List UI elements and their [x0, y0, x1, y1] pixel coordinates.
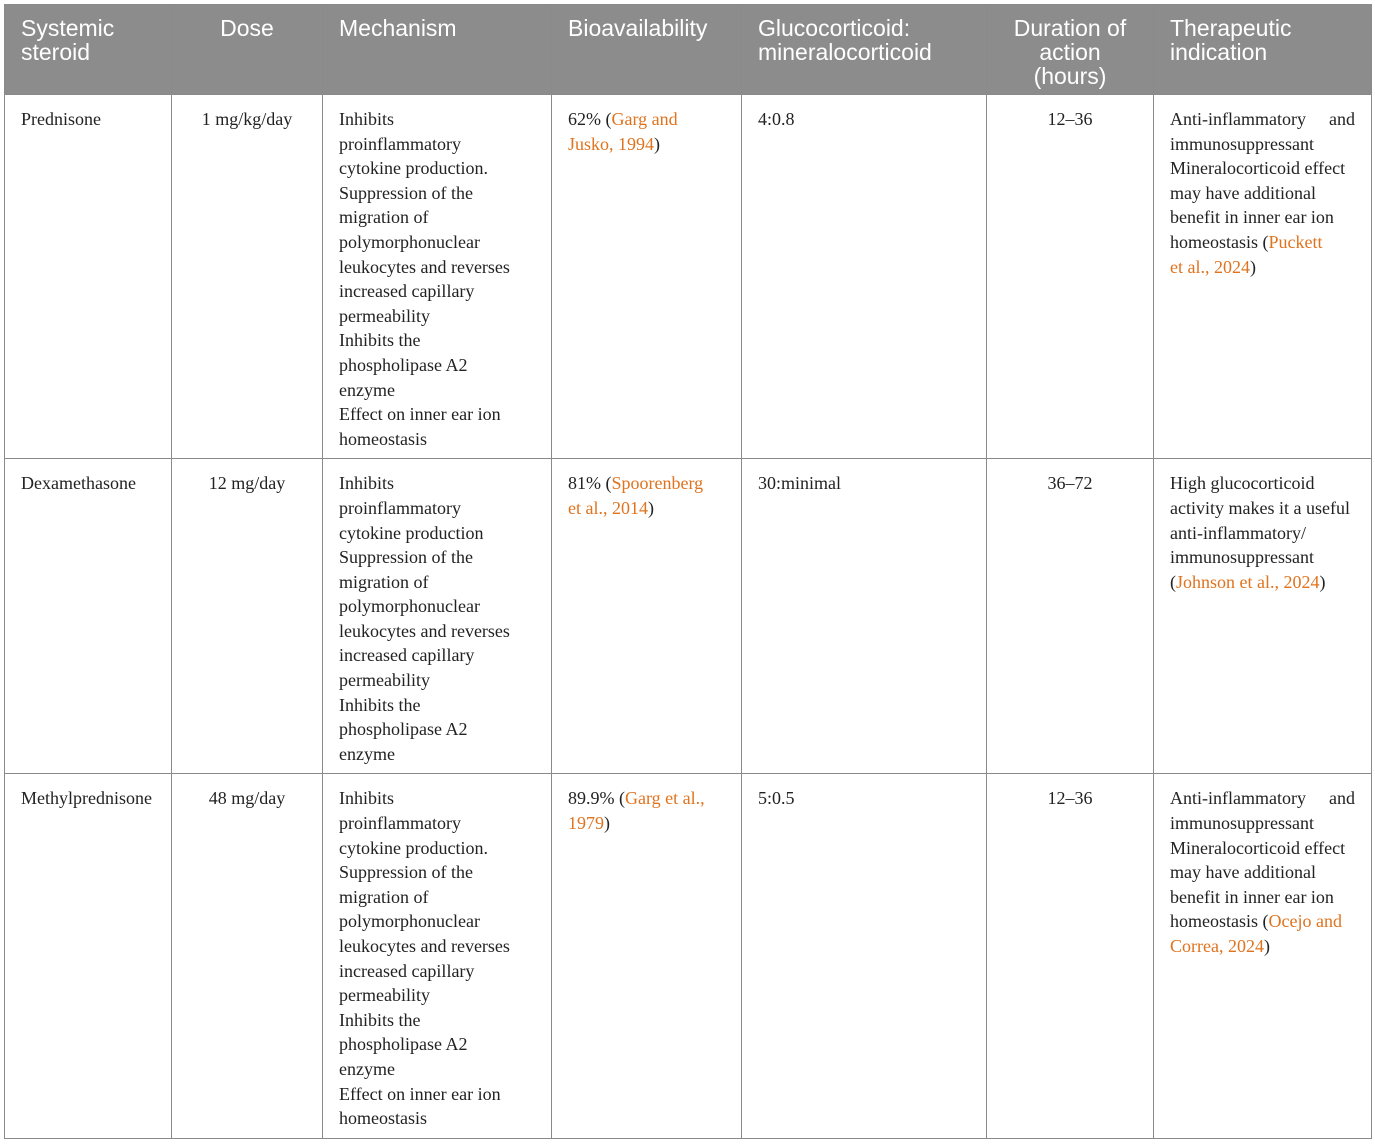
text-line: migration of [339, 886, 429, 907]
citation-link[interactable]: Jusko, 1994 [568, 133, 655, 154]
text-line: cytokine production [339, 522, 484, 543]
text-line: immunosuppressant [1170, 547, 1314, 568]
cell-dose: 12 mg/day [172, 459, 323, 774]
citation-link[interactable]: Ocejo and [1268, 911, 1342, 932]
cell-ratio: 30:minimal [742, 459, 987, 774]
header-text-line: Dose [220, 15, 274, 41]
text-line: homeostasis [339, 428, 427, 449]
text-line: benefit in inner ear ion [1170, 207, 1334, 228]
header-dose [172, 5, 323, 95]
cell-steroid: Dexamethasone [5, 459, 172, 774]
header-text-line: Bioavailability [568, 15, 708, 41]
text-line: proinflammatory [339, 813, 461, 834]
text-line: Inhibits [339, 109, 395, 129]
header-text-line: action [1039, 39, 1101, 65]
text-line: Anti-inflammatory and [1170, 788, 1355, 809]
header-text-line: Therapeutic [1170, 15, 1292, 41]
table-row [5, 95, 1372, 459]
header-therapeutic-indication [1154, 5, 1372, 95]
cell-indication [1154, 95, 1372, 459]
cell-ratio: 5:0.5 [742, 774, 987, 1138]
text-line: increased capillary [339, 281, 475, 302]
text-line: polymorphonuclear [339, 911, 480, 932]
text-line: proinflammatory [339, 133, 461, 154]
cell-mechanism [323, 95, 552, 459]
text-line: Inhibits [339, 788, 395, 809]
text-line: polymorphonuclear [339, 231, 480, 252]
text-line: phospholipase A2 [339, 354, 468, 375]
header-text-line: (hours) [1033, 63, 1107, 89]
citation-link[interactable]: Garg and [611, 109, 678, 129]
header-mechanism [323, 5, 552, 95]
citation-link[interactable]: Johnson et al., 2024 [1176, 571, 1320, 592]
text-line: leukocytes and reverses [339, 936, 510, 956]
table-row [5, 774, 1372, 1138]
header-duration [987, 5, 1154, 95]
header-text-line: Mechanism [339, 15, 457, 41]
text-line: Suppression of the [339, 862, 473, 883]
text-line: increased capillary [339, 960, 475, 981]
text-line: migration of [339, 207, 429, 228]
header-text-line: mineralocorticoid [758, 39, 932, 65]
text-line: polymorphonuclear [339, 596, 480, 617]
text-line: immunosuppressant [1170, 813, 1314, 834]
header-text-line: Duration of [1013, 15, 1127, 41]
text-line: Effect on inner ear ion [339, 1083, 501, 1104]
text-line: increased capillary [339, 645, 475, 666]
cell-duration: 12–36 [987, 774, 1154, 1138]
text-line: enzyme [339, 379, 395, 400]
text-line: immunosuppressant [1170, 133, 1314, 154]
text-line: 62% (Garg and [568, 109, 678, 129]
text-line: cytokine production. [339, 158, 488, 179]
text-line: permeability [339, 305, 430, 326]
text-line: Jusko, 1994) [568, 133, 661, 154]
header-row [5, 5, 1372, 95]
text-line: 1979) [568, 813, 610, 834]
cell-duration: 12–36 [987, 95, 1154, 459]
citation-link[interactable]: Correa, 2024 [1170, 936, 1264, 956]
text-line: Suppression of the [339, 182, 473, 203]
text-line: Mineralocorticoid effect [1170, 837, 1346, 858]
text-line: proinflammatory [339, 497, 461, 518]
cell-steroid: Prednisone [5, 95, 172, 459]
table-row [5, 459, 1372, 774]
text-line: et al., 2024) [1170, 256, 1256, 277]
cell-dose: 1 mg/kg/day [172, 95, 323, 459]
text-line: Inhibits the [339, 1009, 421, 1030]
text-line: 89.9% (Garg et al., [568, 788, 705, 809]
text-line: Inhibits [339, 473, 395, 494]
cell-ratio: 4:0.8 [742, 95, 987, 459]
header-gluco-mineralocorticoid [742, 5, 987, 95]
steroid-comparison-table [4, 4, 1372, 1139]
text-line: leukocytes and reverses [339, 620, 510, 641]
header-systemic-steroid [5, 5, 172, 95]
text-line: cytokine production. [339, 837, 488, 858]
cell-indication [1154, 774, 1372, 1138]
text-line: Suppression of the [339, 547, 473, 568]
text-line: phospholipase A2 [339, 1034, 468, 1055]
header-text-line: indication [1170, 39, 1268, 65]
header-text-line: Glucocorticoid: [758, 15, 911, 41]
text-line: permeability [339, 985, 430, 1006]
text-line: (Johnson et al., 2024) [1170, 571, 1326, 592]
text-line: migration of [339, 571, 429, 592]
cell-mechanism [323, 774, 552, 1138]
text-line: homeostasis [339, 1108, 427, 1129]
text-line: High glucocorticoid [1170, 473, 1315, 494]
header-bioavailability [552, 5, 742, 95]
text-line: Inhibits the [339, 694, 421, 715]
citation-link[interactable]: Spoorenberg [611, 473, 704, 494]
cell-indication [1154, 459, 1372, 774]
text-line: homeostasis (Ocejo and [1170, 911, 1342, 932]
cell-bioavailability [552, 459, 742, 774]
citation-link[interactable]: Puckett [1268, 231, 1323, 252]
text-line: permeability [339, 670, 430, 691]
citation-link[interactable]: et al., 2014 [568, 497, 648, 518]
text-line: et al., 2014) [568, 497, 654, 518]
text-line: leukocytes and reverses [339, 256, 510, 277]
citation-link[interactable]: 1979 [568, 813, 604, 834]
cell-duration: 36–72 [987, 459, 1154, 774]
text-line: homeostasis (Puckett [1170, 231, 1323, 252]
text-line: enzyme [339, 1058, 395, 1079]
text-line: benefit in inner ear ion [1170, 886, 1334, 907]
cell-dose: 48 mg/day [172, 774, 323, 1138]
text-line: may have additional [1170, 182, 1316, 203]
text-line: Inhibits the [339, 330, 421, 351]
cell-mechanism [323, 459, 552, 774]
text-line: Mineralocorticoid effect [1170, 158, 1346, 179]
text-line: 81% (Spoorenberg [568, 473, 704, 494]
text-line: Correa, 2024) [1170, 936, 1270, 956]
header-text-line: Systemic [21, 15, 115, 41]
text-line: anti-inflammatory/ [1170, 522, 1306, 543]
text-line: enzyme [339, 743, 395, 764]
citation-link[interactable]: et al., 2024 [1170, 256, 1250, 277]
header-text-line: steroid [21, 39, 91, 65]
cell-steroid: Methylprednisone [5, 774, 172, 1138]
text-line: may have additional [1170, 862, 1316, 883]
text-line: phospholipase A2 [339, 719, 468, 740]
cell-bioavailability [552, 774, 742, 1138]
text-line: activity makes it a useful [1170, 497, 1350, 518]
citation-link[interactable]: Garg et al., [625, 788, 705, 809]
text-line: Effect on inner ear ion [339, 404, 501, 425]
text-line: Anti-inflammatory and [1170, 109, 1355, 129]
cell-bioavailability [552, 95, 742, 459]
